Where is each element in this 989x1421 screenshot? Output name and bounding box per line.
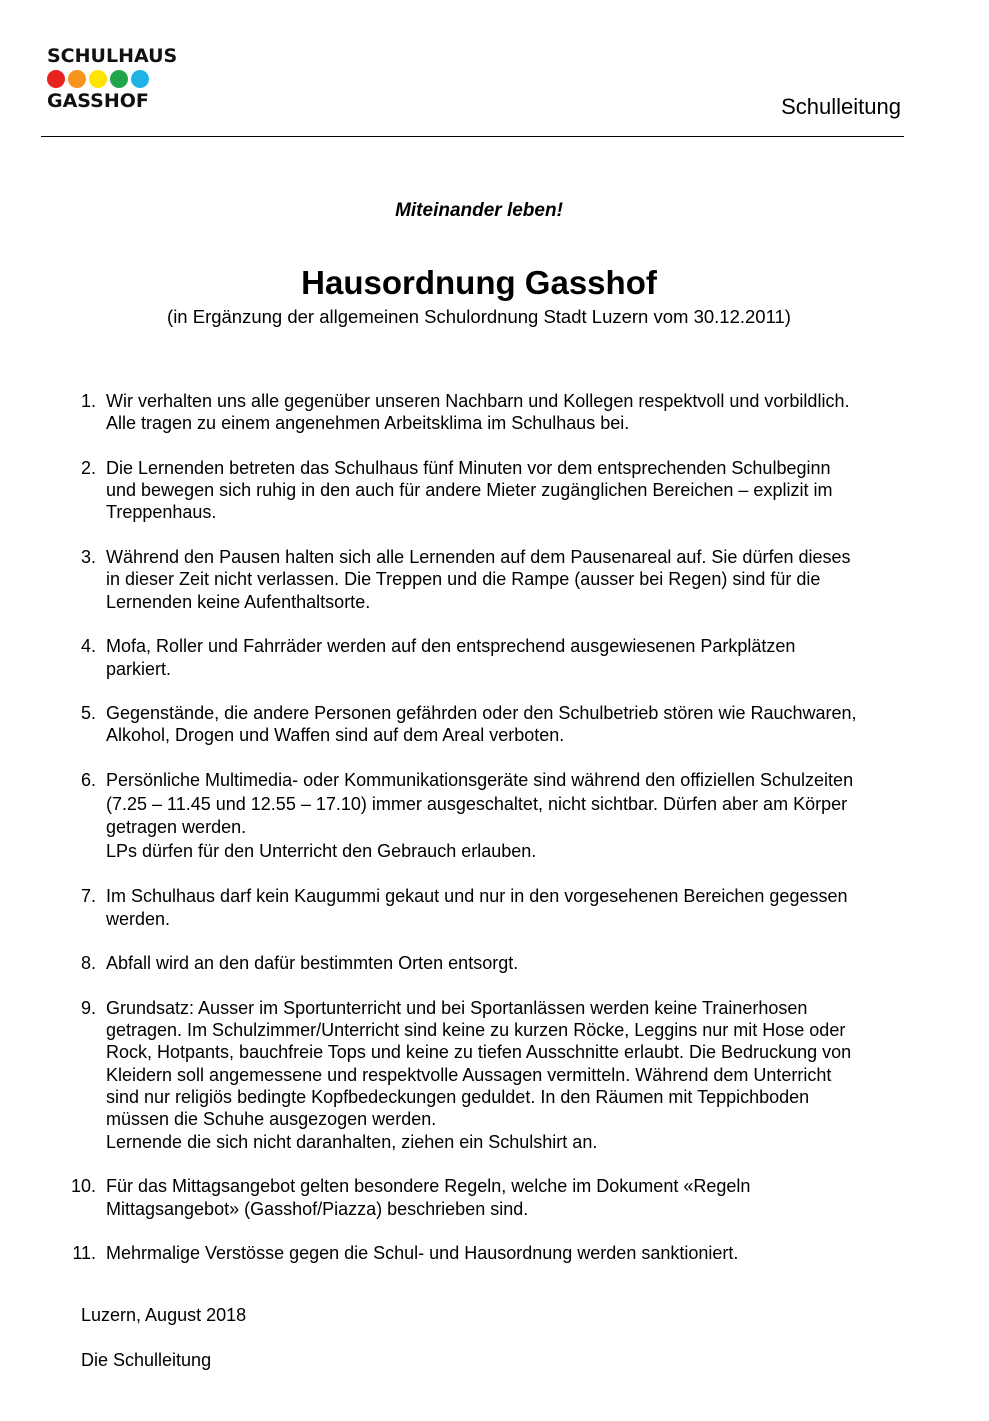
footer-signature: Die Schulleitung (81, 1350, 212, 1370)
rule-number: 7. (80, 886, 96, 907)
logo-line-1: SCHULHAUS (47, 45, 178, 67)
rule-text: Für das Mittagsangebot gelten besondere Regeln, welche im Dokument «Regeln Mittagsangebot» (Gasshof/Piazza) beschrieben sind. (106, 1176, 751, 1219)
rule-item (60, 952, 920, 974)
rule-text: Gegenstände, die andere Personen gefährden oder den Schulbetrieb stören wie Rauchwaren, Alkohol, Drogen und Waffen sind auf dem Areal verboten. (106, 703, 857, 746)
rule-text: Mehrmalige Verstösse gegen die Schul- und Hausordnung werden sanktioniert. (106, 1243, 739, 1264)
rule-text: Die Lernenden betreten das Schulhaus fünf Minuten vor dem entsprechenden Schulbeginn und bewegen sich ruhig in den auch für andere Mieter zugänglichen Bereichen – explizit im Treppenhaus. (106, 457, 833, 523)
rule-number: 8. (80, 953, 96, 974)
logo-dot-orange (68, 70, 86, 88)
house-rules-list (60, 390, 920, 1287)
rule-text: Persönliche Multimedia- oder Kommunikationsgeräte sind während den offiziellen Schulzeiten (7.25 – 11.45 und 12.55 – 17.10) immer ausgeschaltet, nicht sichtbar. Dürfen aber am Körper getragen werden. LPs dürfen für den Unterricht den Gebrauch erlauben. (106, 770, 854, 861)
rule-number: 10. (70, 1176, 96, 1197)
page-title: Hausordnung Gasshof (301, 264, 657, 301)
rule-item (60, 635, 920, 680)
rule-item (60, 1175, 920, 1220)
footer-place-date: Luzern, August 2018 (81, 1305, 247, 1325)
logo-line-2: GASSHOF (47, 90, 149, 112)
logo-dot-green (110, 70, 128, 88)
rule-text: Wir verhalten uns alle gegenüber unseren Nachbarn und Kollegen respektvoll und vorbildlich. Alle tragen zu einem angenehmen Arbeitsklima im Schulhaus bei. (106, 391, 850, 434)
school-logo (47, 46, 177, 112)
rule-item (60, 1242, 920, 1264)
rule-text: Im Schulhaus darf kein Kaugummi gekaut und nur in den vorgesehenen Bereichen gegessen werden. (106, 886, 848, 929)
rule-number: 6. (80, 770, 96, 791)
rule-number: 11. (72, 1243, 96, 1264)
header-department: Schulleitung (781, 94, 901, 119)
rule-item (60, 769, 920, 863)
rule-item (60, 546, 920, 613)
header-divider (41, 136, 904, 137)
rule-text: Während den Pausen halten sich alle Lernenden auf dem Pausenareal auf. Sie dürfen dieses in dieser Zeit nicht verlassen. Die Treppen und die Rampe (ausser bei Regen) sind für die Lernenden keine Aufenthaltsorte. (106, 547, 851, 612)
logo-dots (47, 70, 177, 88)
rule-text: Abfall wird an den dafür bestimmten Orten entsorgt. (106, 953, 519, 974)
logo-dot-red (47, 70, 65, 88)
rule-number: 2. (80, 457, 96, 478)
rule-item (60, 390, 920, 435)
rule-item (60, 702, 920, 747)
logo-dot-blue (131, 70, 149, 88)
page-subtitle: (in Ergänzung der allgemeinen Schulordnung Stadt Luzern vom 30.12.2011) (167, 306, 791, 327)
rule-item (60, 885, 920, 930)
logo-dot-yellow (89, 70, 107, 88)
rule-number: 3. (80, 547, 96, 568)
rule-item (60, 457, 920, 524)
rule-text: Grundsatz: Ausser im Sportunterricht und bei Sportanlässen werden keine Trainerhosen getragen. Im Schulzimmer/Unterricht sind keine zu kurzen Röcke, Leggins nur mit Hose oder Rock, Hotpants, bauchfreie Tops und keine zu tiefen Ausschnitte erlaubt. Die Bedruckung von Kleidern soll angemessene und respektvolle Aussagen vermitteln. Während dem Unterricht sind nur religiös bedingte Kopfbedeckungen geduldet. In den Räumen mit Teppichboden müssen die Schuhe ausgezogen werden. Lernende die sich nicht daranhalten, ziehen ein Schulshirt an. (106, 997, 852, 1152)
motto: Miteinander leben! (395, 200, 563, 221)
rule-number: 4. (80, 636, 96, 657)
rule-number: 1. (80, 391, 96, 411)
rule-number: 5. (80, 703, 96, 724)
rule-number: 9. (80, 997, 96, 1018)
rule-item (60, 997, 920, 1153)
rule-text: Mofa, Roller und Fahrräder werden auf den entsprechend ausgewiesenen Parkplätzen parkiert. (106, 636, 796, 679)
